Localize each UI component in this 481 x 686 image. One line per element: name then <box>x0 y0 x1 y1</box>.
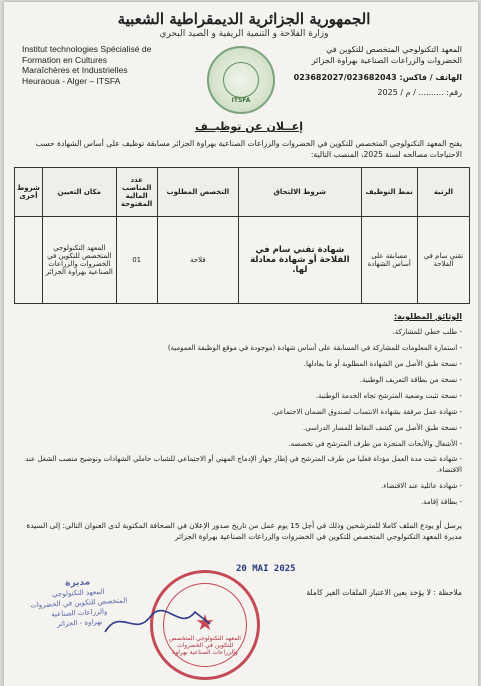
institute-fr-line: Formation en Cultures <box>22 54 108 65</box>
submission-instructions: يرسل أو يودع الملف كاملا للمترشحين وذلك في أجل 15 يوم عمل من تاريخ صدور الإعلان في الصحافة المكتوبة لدى العنوان التالي: إلى السيدة مديرة المعهد التكنولوجي المتخصص للتكوين في الخضروات والزراعات الصناعية بهراوة الجزائر <box>26 521 462 541</box>
header-grade: الرتبة <box>417 168 469 217</box>
cell-conditions: شهادة تقني سام في الفلاحة أو شهادة معادلة لها. <box>239 217 361 304</box>
institute-ar-line: المعهد التكنولوجي المتخصص للتكوين في <box>326 45 462 54</box>
stamp-line: بهراوة - الجزائر <box>56 617 103 629</box>
header-conditions: شروط الالتحاق <box>239 168 361 217</box>
cell-recruitment-mode: مسابقة على أساس الشهادة <box>361 217 417 304</box>
institute-name-ar <box>272 44 462 98</box>
institute-fr-line: Institut technologies Spécialisé de <box>22 44 152 54</box>
header-assignment-place: مكان التعيين <box>42 168 116 217</box>
announcement-title: إعــلان عن توظيــف <box>194 120 304 133</box>
logo-emblem-icon <box>223 62 259 98</box>
logo-text: ITSFA <box>231 97 251 104</box>
stamp-line: مديرة <box>64 577 91 589</box>
country-heading: الجمهورية الجزائرية الديمقراطية الشعبية <box>117 10 371 28</box>
stamp-line: المتخصص للتكوين في الخضروات <box>30 596 128 610</box>
required-docs-list <box>22 324 462 510</box>
institute-ar-line: الخضروات والزراعات الصناعية بهراوة الجزائر <box>311 56 462 65</box>
cell-specialty: فلاحة <box>157 217 239 304</box>
stamp-line: والزراعات الصناعية <box>50 607 108 619</box>
institute-name-fr <box>22 44 187 86</box>
stamp-line: المعهد التكنولوجي <box>51 587 105 599</box>
required-docs-title: الوثائق المطلوبة: <box>393 312 462 321</box>
list-item: - نسخة من بطاقة التعريف الوطنية. <box>359 376 462 384</box>
list-item: - استمارة المعلومات للمشاركة في المسابقة على أساس شهادة (موجودة في موقع الوظيفة العمومية) <box>167 344 462 352</box>
list-item: - شهادة عائلية عند الاقتضاء. <box>381 482 462 490</box>
header-positions-count: عدد المناصب المالية المفتوحة <box>116 168 157 217</box>
list-item: - نسخة تثبت وضعية المترشح تجاه الخدمة الوطنية. <box>315 392 462 400</box>
cell-other-conditions <box>15 217 43 304</box>
date-stamp: 20 MAI 2025 <box>236 564 296 574</box>
positions-table <box>14 167 470 304</box>
list-item: - بطاقة إقامة. <box>420 498 462 506</box>
cell-assignment-place: المعهد التكنولوجي المتخصص للتكوين في الخضروات والزراعات الصناعية بهراوة الجزائر <box>42 217 116 304</box>
list-item: - نسخة طبق الأصل من كشف النقاط للمسار الدراسي. <box>303 424 462 432</box>
list-item: - الأشغال والأبحاث المنجزة من طرف المترشح في تخصصه. <box>288 440 462 448</box>
institute-logo <box>207 46 275 114</box>
announcement-intro: يفتح المعهد التكنولوجي المتخصص للتكوين في الخضروات والزراعات الصناعية بهراوة الجزائر مسابقة توظيف على أساس الشهادة حسب الاحتياجات مصالحه لسنة 2025، المنصب التالية: <box>35 139 462 159</box>
seal-star-icon: ★ <box>195 611 215 636</box>
note: ملاحظة : لا يؤخذ بعين الاعتبار الملفات الغير كاملة <box>306 588 462 597</box>
list-item: - طلب خطي للمشاركة. <box>392 328 462 336</box>
document-page <box>4 2 478 686</box>
cell-positions-count: 01 <box>116 217 157 304</box>
signature <box>100 602 220 642</box>
table-header-row <box>15 168 470 217</box>
phone-fax: الهاتف / فاكس: 023682027/023682043 <box>293 73 462 82</box>
seal-text: المعهد التكنولوجي المتخصص للتكوين في الخضروات والزراعات الصناعية بهراوة <box>169 635 241 656</box>
list-item: - شهادة عمل مرفقة بشهادة الانتساب لصندوق الضمان الاجتماعي. <box>271 408 462 416</box>
list-item: - شهادة تثبت مدة العمل مؤداة فعليا من طرف المترشح في إطار جهاز الإدماج المهني أو الاجتماعي للشباب حاملي الشهادات وتوضيح منصب الشغل عند الاقتضاء. <box>25 455 462 474</box>
ministry-heading: وزارة الفلاحة و التنمية الريفية و الصيد البحري <box>159 29 329 39</box>
header-recruitment-mode: نمط التوظيف <box>361 168 417 217</box>
header-specialty: التخصص المطلوب <box>157 168 239 217</box>
table-row <box>15 217 470 304</box>
institute-fr-line: Heuraoua - Alger – ITSFA <box>22 75 121 86</box>
header-other-conditions: شروط أخرى <box>15 168 43 217</box>
institute-fr-line: Maraîchères et Industrielles <box>22 65 128 75</box>
list-item: - نسخة طبق الأصل من الشهادة المطلوبة أو ما يعادلها. <box>303 360 462 368</box>
reference-number: رقم: .......... / م / 2025 <box>377 88 462 97</box>
cell-grade: تقني سام في الفلاحة <box>417 217 469 304</box>
